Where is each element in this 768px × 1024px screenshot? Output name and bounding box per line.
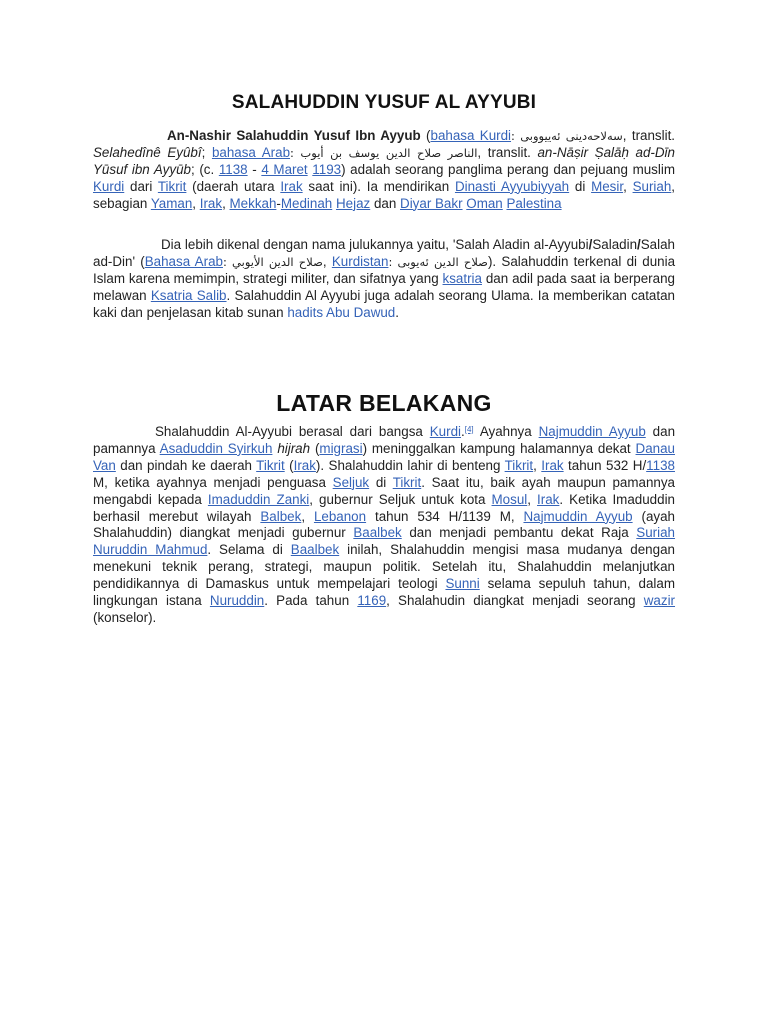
link-asaduddin-syirkuh[interactable]: Asaduddin Syirkuh — [159, 440, 273, 456]
text: ; (c. — [190, 161, 219, 177]
kurdish-script: : سەلاحەدینی ئەییووبی — [511, 129, 623, 143]
translit-arab: an-Nāṣir Ṣalāḥ ad-Dīn Yūsuf ibn Ayyūb — [93, 144, 675, 177]
text: dan adil pada saat ia berperang melawan — [93, 270, 675, 303]
link-tikrit[interactable]: Tikrit — [157, 178, 187, 194]
julukan-paragraph — [93, 237, 675, 322]
link-yaman[interactable]: Yaman — [150, 195, 193, 211]
link-balbek[interactable]: Balbek — [260, 508, 302, 524]
link-dinasti-ayyubiyyah[interactable]: Dinasti Ayyubiyyah — [454, 178, 570, 194]
text: Shalahuddin Al-Ayyubi berasal dari bangsa — [155, 424, 430, 439]
text: ( — [420, 128, 431, 143]
link-1138[interactable]: 1138 — [218, 161, 248, 177]
text: dari — [124, 178, 158, 194]
link-nuruddin[interactable]: Nuruddin — [209, 593, 265, 609]
link-mosul[interactable]: Mosul — [491, 491, 528, 507]
link-ksatria[interactable]: ksatria — [442, 270, 482, 286]
section-heading: LATAR BELAKANG — [276, 390, 492, 416]
text: ; — [201, 144, 212, 160]
link-migrasi[interactable]: migrasi — [319, 440, 363, 456]
footnote-ref-4[interactable]: [4] — [464, 425, 474, 434]
latar-belakang-paragraph — [93, 424, 675, 627]
link-baalbek[interactable]: Baalbek — [353, 525, 402, 541]
intro-paragraph — [93, 128, 675, 213]
link-hejaz[interactable]: Hejaz — [335, 195, 371, 211]
text: / — [588, 237, 593, 252]
link-bahasa-kurdi[interactable]: bahasa Kurdi — [430, 128, 512, 143]
link-bahasa-arab-2[interactable]: Bahasa Arab — [144, 253, 223, 269]
text: dan pindah ke daerah — [115, 457, 257, 473]
link-palestina[interactable]: Palestina — [506, 195, 562, 211]
text: , — [527, 491, 538, 507]
text: . Selama di — [207, 542, 291, 558]
link-irak-4[interactable]: Irak — [541, 457, 564, 473]
link-1138-2[interactable]: 1138 — [646, 457, 675, 473]
link-4-maret[interactable]: 4 Maret — [261, 161, 308, 177]
hadits-abu-dawud: hadits Abu Dawud — [287, 304, 396, 320]
link-danau-van[interactable]: Danau Van — [93, 440, 675, 473]
text: . Saat itu, baik ayah maupun pamannya mengabdi kepada — [93, 474, 676, 507]
link-irak-2[interactable]: Irak — [199, 195, 223, 211]
link-tikrit-3[interactable]: Tikrit — [504, 457, 534, 473]
text: tahun 532 H/ — [563, 457, 647, 473]
text: ( — [310, 440, 320, 456]
link-sunni[interactable]: Sunni — [445, 576, 480, 592]
text: , — [192, 195, 200, 211]
text: di — [569, 178, 592, 194]
text: , — [222, 195, 230, 211]
text: , — [623, 178, 633, 194]
link-lebanon[interactable]: Lebanon — [313, 508, 367, 524]
text: selama sepuluh tahun, dalam lingkungan istana — [93, 576, 676, 609]
link-suriah[interactable]: Suriah — [632, 178, 672, 194]
text: Ayahnya — [473, 424, 539, 439]
text: ( — [284, 457, 294, 473]
link-nuruddin-mahmud[interactable]: Nuruddin Mahmud — [93, 542, 208, 558]
text: , — [322, 253, 332, 269]
link-kurdistan[interactable]: Kurdistan — [331, 253, 389, 269]
text: . — [461, 424, 465, 439]
text: dan menjadi pembantu dekat Raja — [401, 525, 637, 541]
link-tikrit-4[interactable]: Tikrit — [392, 474, 422, 490]
kurdish-script: : صلاح الدين ئەیوبی — [388, 254, 488, 269]
link-suriah-2[interactable]: Suriah — [636, 525, 676, 541]
text: dan — [370, 195, 401, 211]
translit-kurdi: Selahedînê Eyûbî — [93, 144, 202, 160]
link-medinah[interactable]: Medinah — [280, 195, 333, 211]
text: saat ini). Ia mendirikan — [302, 178, 455, 194]
text: Saladin — [592, 237, 638, 252]
text: dan pamannya — [93, 424, 676, 456]
text: (ayah Shalahuddin) diangkat menjadi gubernur — [93, 508, 675, 541]
text: , translit. — [477, 144, 538, 160]
text: , sebagian — [93, 178, 676, 211]
text: / — [637, 237, 641, 252]
link-bahasa-arab[interactable]: bahasa Arab — [211, 144, 291, 160]
text: ) meninggalkan kampung halamannya dekat — [362, 440, 636, 456]
text: hijrah — [277, 440, 311, 456]
text: inilah, Shalahuddin mengisi masa mudanya dengan menekuni teknik perang, strategi, maupun politik. Setelah itu, Shalahuddin melanjutkan pendidikannya di Damaskus untuk mempelajari teologi — [93, 542, 675, 592]
text: Dia lebih dikenal dengan nama julukannya yaitu, 'Salah Aladin al-Ayyubi — [161, 237, 589, 252]
link-mekkah[interactable]: Mekkah — [229, 195, 277, 211]
document-title: SALAHUDDIN YUSUF AL AYYUBI — [231, 92, 537, 113]
text: . Pada tahun — [264, 593, 358, 609]
text: , translit. — [622, 128, 676, 143]
link-imaduddin-zanki[interactable]: Imaduddin Zanki — [207, 491, 310, 507]
link-tikrit-2[interactable]: Tikrit — [256, 457, 285, 473]
link-baalbek-2[interactable]: Baalbek — [290, 542, 340, 558]
link-1193[interactable]: 1193 — [312, 161, 342, 177]
link-1169[interactable]: 1169 — [357, 593, 387, 609]
text: , — [533, 457, 542, 473]
text: , Shalahudin diangkat menjadi seorang — [386, 593, 644, 609]
text: (konselor). — [93, 609, 157, 625]
arabic-script: : الناصر صلاح الدين يوسف بن أيوب — [290, 145, 478, 160]
text: , gubernur Seljuk untuk kota — [309, 491, 492, 507]
link-najmuddin-ayyub-2[interactable]: Najmuddin Ayyub — [523, 508, 633, 524]
text: ). Salahuddin terkenal di dunia Islam karena memimpin, strategi militer, dan sifatnya yang — [93, 253, 676, 286]
text: tahun 534 H/1139 M, — [366, 508, 524, 524]
full-name: An-Nashir Salahuddin Yusuf Ibn Ayyub — [167, 128, 421, 143]
text: Salah ad-Din' ( — [93, 237, 675, 269]
link-ksatria-salib[interactable]: Ksatria Salib — [150, 287, 227, 303]
text: . Salahuddin Al Ayyubi juga adalah seorang Ulama. Ia memberikan catatan kaki dan penjelasan kitab sunan — [93, 287, 675, 320]
link-mesir[interactable]: Mesir — [591, 178, 624, 194]
link-diyar-bakr[interactable]: Diyar Bakr — [400, 195, 463, 211]
arabic-script: : صلاح الدين الأيوبي — [222, 254, 323, 269]
link-kurdi-2[interactable]: Kurdi — [429, 424, 462, 439]
link-irak-5[interactable]: Irak — [537, 491, 560, 507]
text: ). Shalahuddin lahir di benteng — [315, 457, 505, 473]
text: ) adalah seorang panglima perang dan pejuang muslim — [341, 161, 675, 177]
link-oman[interactable]: Oman — [466, 195, 503, 211]
link-irak-3[interactable]: Irak — [293, 457, 316, 473]
text: (daerah utara — [186, 178, 281, 194]
link-najmuddin-ayyub[interactable]: Najmuddin Ayyub — [538, 424, 646, 439]
link-irak[interactable]: Irak — [280, 178, 303, 194]
text: M, ketika ayahnya menjadi penguasa — [93, 474, 333, 490]
text: . — [395, 304, 399, 320]
link-seljuk[interactable]: Seljuk — [332, 474, 370, 490]
text: , — [301, 508, 314, 524]
link-wazir[interactable]: wazir — [643, 593, 676, 609]
text: . Ketika Imaduddin berhasil merebut wilayah — [93, 491, 675, 524]
text: - — [276, 195, 281, 211]
text: di — [369, 474, 393, 490]
link-kurdi[interactable]: Kurdi — [93, 178, 125, 194]
text: - — [247, 161, 262, 177]
